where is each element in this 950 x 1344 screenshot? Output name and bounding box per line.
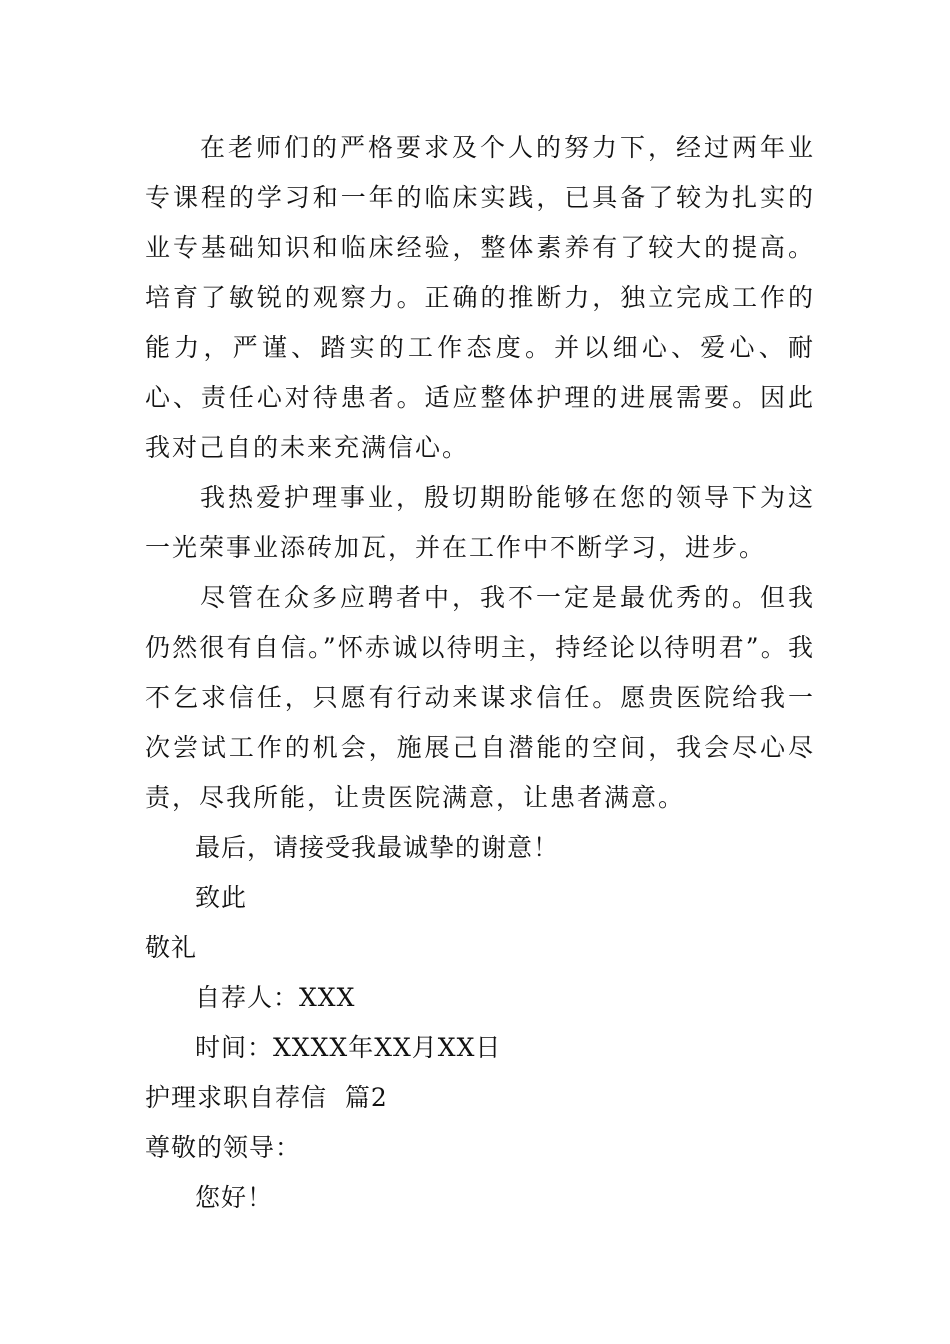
signer-line: 自荐人：XXX bbox=[195, 983, 356, 1012]
paragraph-aspiration: 我热爱护理事业，殷切期盼能够在您的领导下为这一光荣事业添砖加瓦，并在工作中不断学习，进步。 bbox=[145, 483, 815, 562]
section-title: 护理求职自荐信 篇2 bbox=[145, 1083, 388, 1112]
date-line: 时间：XXXX年XX月XX日 bbox=[195, 1033, 502, 1062]
regards-line-1: 致此 bbox=[195, 883, 248, 912]
paragraph-qualifications: 在老师们的严格要求及个人的努力下，经过两年业专课程的学习和一年的临床实践，已具备了较为扎实的业专基础知识和临床经验，整体素养有了较大的提高。培育了敏锐的观察力。正确的推断力，独立完成工作的能力，严谨、踏实的工作态度。并以细心、爱心、耐心、责任心对待患者。适应整体护理的进展需要。因此我对己自的未来充满信心。 bbox=[145, 133, 815, 462]
regards-line-2: 敬礼 bbox=[145, 933, 198, 962]
salutation-line: 尊敬的领导： bbox=[145, 1133, 302, 1162]
letter-body bbox=[145, 123, 815, 1223]
closing-line: 最后，请接受我最诚挚的谢意！ bbox=[195, 833, 560, 862]
paragraph-confidence: 尽管在众多应聘者中，我不一定是最优秀的。但我仍然很有自信。”怀赤诚以待明主，持经论以待明君”。我不乞求信任，只愿有行动来谋求信任。愿贵医院给我一次尝试工作的机会，施展己自潜能的空间，我会尽心尽责，尽我所能，让贵医院满意，让患者满意。 bbox=[145, 583, 815, 812]
greeting-line: 您好！ bbox=[195, 1183, 274, 1212]
